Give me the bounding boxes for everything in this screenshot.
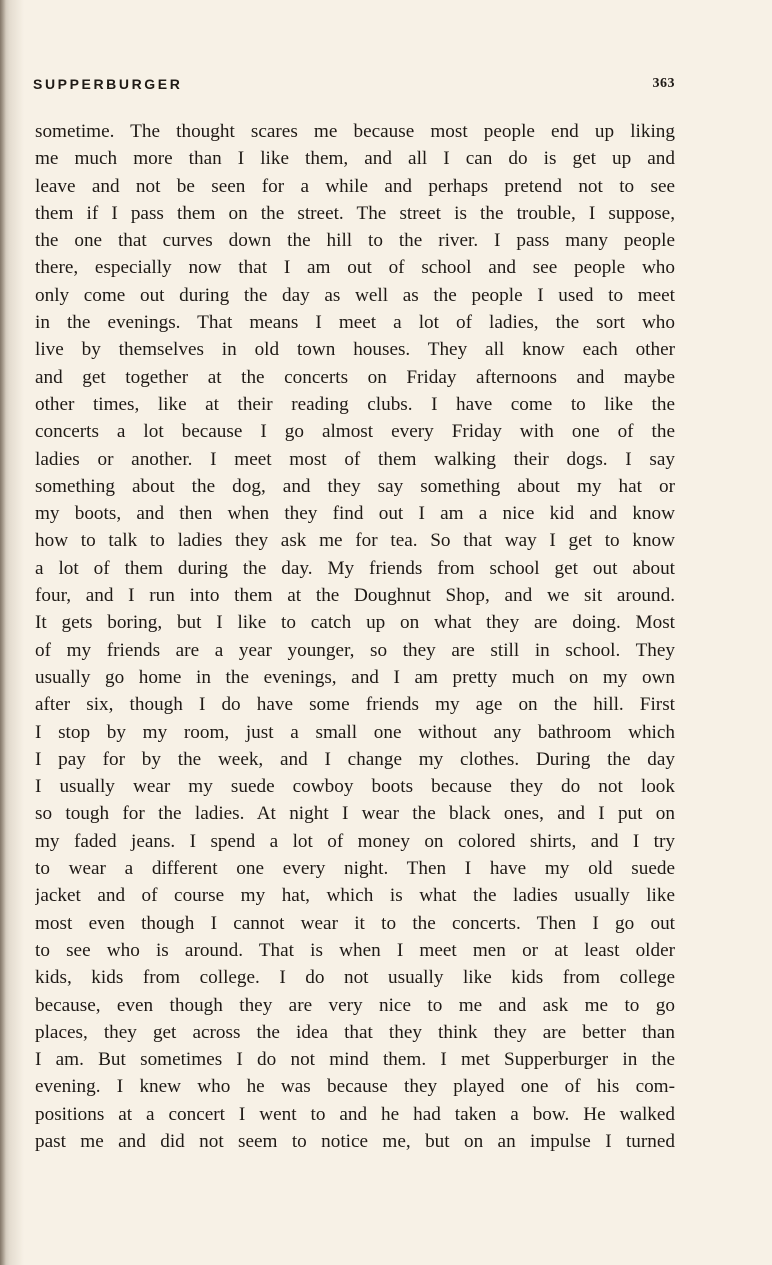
text-line: to wear a different one every night. Then I have my old suede — [35, 858, 675, 880]
text-line: places, they get across the idea that they think they are better than — [35, 1021, 675, 1043]
text-line: most even though I cannot wear it to the concerts. Then I go out — [35, 912, 675, 934]
text-line: four, and I run into them at the Doughnut Shop, and we sit around. — [35, 585, 675, 607]
text-line: evening. I knew who he was because they played one of his com- — [35, 1076, 675, 1098]
text-line: a lot of them during the day. My friends from school get out about — [35, 557, 675, 579]
text-line: of my friends are a year younger, so they are still in school. They — [35, 639, 675, 661]
text-line: there, especially now that I am out of school and see people who — [35, 257, 675, 279]
text-line: because, even though they are very nice to me and ask me to go — [35, 994, 675, 1016]
text-line: my boots, and then when they find out I am a nice kid and know — [35, 503, 675, 525]
text-line: It gets boring, but I like to catch up on what they are doing. Most — [35, 612, 675, 634]
text-line: sometime. The thought scares me because most people end up liking — [35, 121, 675, 142]
text-line: other times, like at their reading clubs. I have come to like the — [35, 393, 675, 415]
text-line: I stop by my room, just a small one without any bathroom which — [35, 721, 675, 743]
text-line: I am. But sometimes I do not mind them. I met Supperburger in the — [35, 1049, 675, 1071]
text-line: positions at a concert I went to and he had taken a bow. He walked — [35, 1103, 675, 1125]
text-line: usually go home in the evenings, and I am pretty much on my own — [35, 666, 675, 688]
running-head-title: SUPPERBURGER — [33, 76, 183, 92]
text-line: the one that curves down the hill to the river. I pass many people — [35, 230, 675, 252]
text-line: and get together at the concerts on Friday afternoons and maybe — [35, 366, 675, 388]
text-line: live by themselves in old town houses. They all know each other — [35, 339, 675, 361]
text-line: me much more than I like them, and all I can do is get up and — [35, 148, 675, 170]
text-line: only come out during the day as well as the people I used to meet — [35, 284, 675, 306]
gutter-shadow — [0, 0, 6, 1265]
text-line: them if I pass them on the street. The street is the trouble, I suppose, — [35, 202, 675, 224]
text-line: so tough for the ladies. At night I wear the black ones, and I put on — [35, 803, 675, 825]
body-text — [35, 118, 675, 1155]
text-line: jacket and of course my hat, which is what the ladies usually like — [35, 885, 675, 907]
text-line: I usually wear my suede cowboy boots because they do not look — [35, 776, 675, 798]
text-line: to see who is around. That is when I meet men or at least older — [35, 939, 675, 961]
text-line: past me and did not seem to notice me, but on an impulse I turned — [35, 1130, 675, 1152]
text-line: in the evenings. That means I meet a lot of ladies, the sort who — [35, 312, 675, 334]
text-line: how to talk to ladies they ask me for tea. So that way I get to know — [35, 530, 675, 552]
text-line: my faded jeans. I spend a lot of money on colored shirts, and I try — [35, 830, 675, 852]
running-head — [33, 76, 675, 98]
text-line: after six, though I do have some friends my age on the hill. First — [35, 694, 675, 716]
page-number: 363 — [652, 76, 675, 91]
text-line: kids, kids from college. I do not usually like kids from college — [35, 967, 675, 989]
text-line: concerts a lot because I go almost every Friday with one of the — [35, 421, 675, 443]
text-line: I pay for by the week, and I change my clothes. During the day — [35, 748, 675, 770]
text-line: ladies or another. I meet most of them walking their dogs. I say — [35, 448, 675, 470]
text-line: leave and not be seen for a while and perhaps pretend not to see — [35, 175, 675, 197]
text-line: something about the dog, and they say something about my hat or — [35, 475, 675, 497]
